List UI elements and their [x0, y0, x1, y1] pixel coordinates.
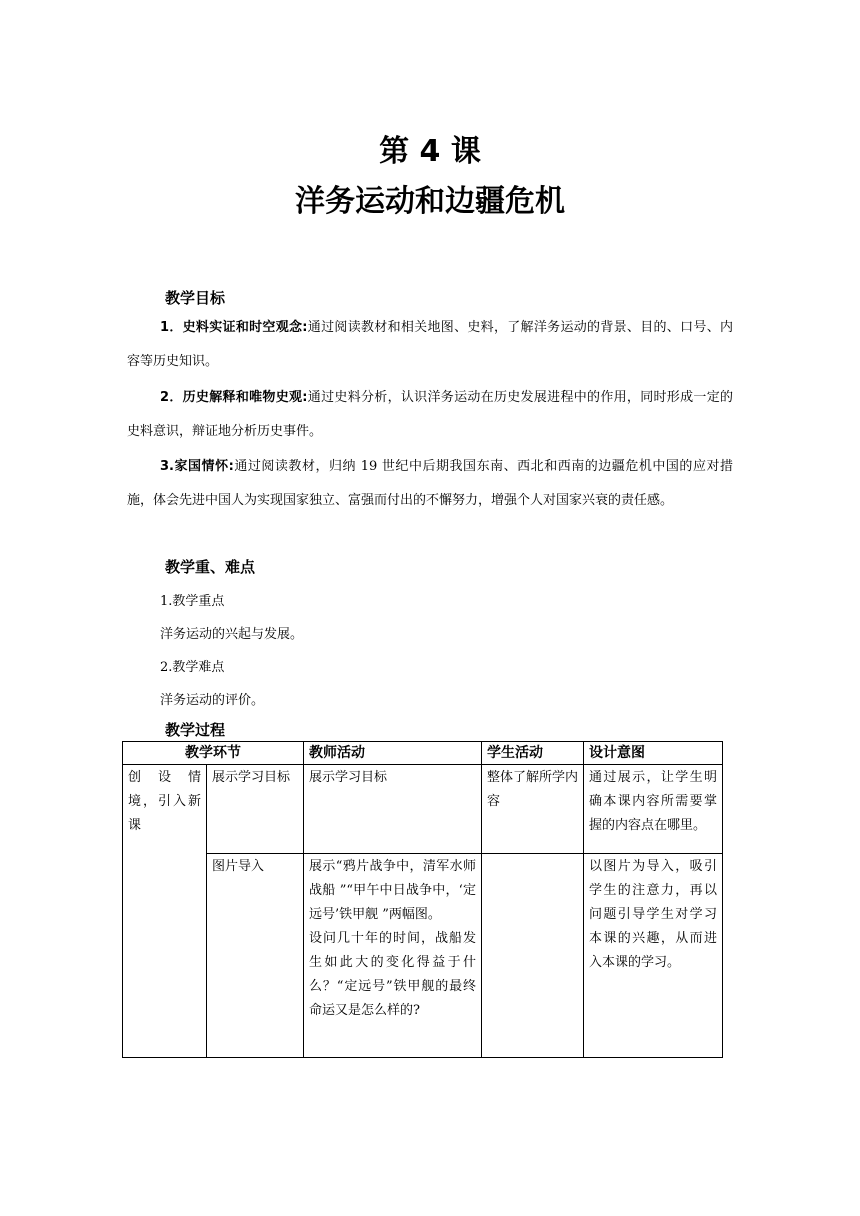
lesson-number: 第 4 课: [379, 134, 481, 169]
process-heading: 教学过程: [165, 721, 226, 739]
table-header-row: [123, 742, 723, 765]
key-point-text: 洋务运动的兴起与发展。: [160, 627, 304, 642]
objective-label: 3.家国情怀:: [160, 459, 234, 474]
objective-text: 通过史料分析，认识洋务运动在历史发展进程中的作用，同时形成一定的史料意识，辩证地分析历史事件。: [127, 390, 733, 439]
teacher-cell: [304, 854, 482, 1058]
objectives-heading: 教学目标: [165, 289, 226, 307]
teacher-cell: 展示学习目标: [304, 765, 482, 854]
objective-item-1: [127, 311, 733, 379]
table-row: [123, 854, 723, 1058]
step-cell: 图片导入: [207, 854, 304, 1058]
process-table: [122, 741, 723, 1058]
keypoints-heading: 教学重、难点: [165, 558, 256, 576]
objective-text: 通过阅读教材，归纳 19 世纪中后期我国东南、西北和西南的边疆危机中国的应对措施，体会先进中国人为实现国家独立、富强而付出的不懈努力，增强个人对国家兴衰的责任感。: [127, 459, 734, 508]
objective-label: 2．历史解释和唯物史观:: [160, 390, 308, 405]
header-stage: 教学环节: [123, 742, 304, 765]
student-cell: 整体了解所学内容: [482, 765, 584, 854]
header-intent: 设计意图: [584, 742, 723, 765]
table-row: [123, 765, 723, 854]
objective-item-3: [127, 450, 733, 518]
stage-cell: 创 设 情境，引入新课: [123, 765, 207, 1058]
difficulty-text: 洋务运动的评价。: [160, 693, 265, 708]
header-teacher: 教师活动: [304, 742, 482, 765]
header-student: 学生活动: [482, 742, 584, 765]
student-cell: [482, 854, 584, 1058]
teacher-text-2: 设问几十年的时间，战船发生如此大的变化得益于什么？“定远号”铁甲舰的最终命运又是怎么样的?: [309, 931, 476, 1018]
difficulty-label: 2.教学难点: [160, 660, 225, 675]
objective-text: 通过阅读教材和相关地图、史料，了解洋务运动的背景、目的、口号、内容等历史知识。: [127, 320, 733, 369]
lesson-title: 洋务运动和边疆危机: [295, 184, 565, 219]
key-point-label: 1.教学重点: [160, 594, 225, 609]
objective-label: 1．史料实证和时空观念:: [160, 320, 308, 335]
objective-item-2: [127, 381, 733, 449]
step-cell: 展示学习目标: [207, 765, 304, 854]
teacher-text-1: 展示“鸦片战争中，清军水师战船 ”“甲午中日战争中，‘定远号’铁甲舰 ”两幅图。: [309, 859, 476, 922]
intent-cell: 以图片为导入，吸引学生的注意力，再以问题引导学生对学习本课的兴趣，从而进入本课的学习。: [584, 854, 723, 1058]
intent-cell: 通过展示，让学生明确本课内容所需要掌握的内容点在哪里。: [584, 765, 723, 854]
